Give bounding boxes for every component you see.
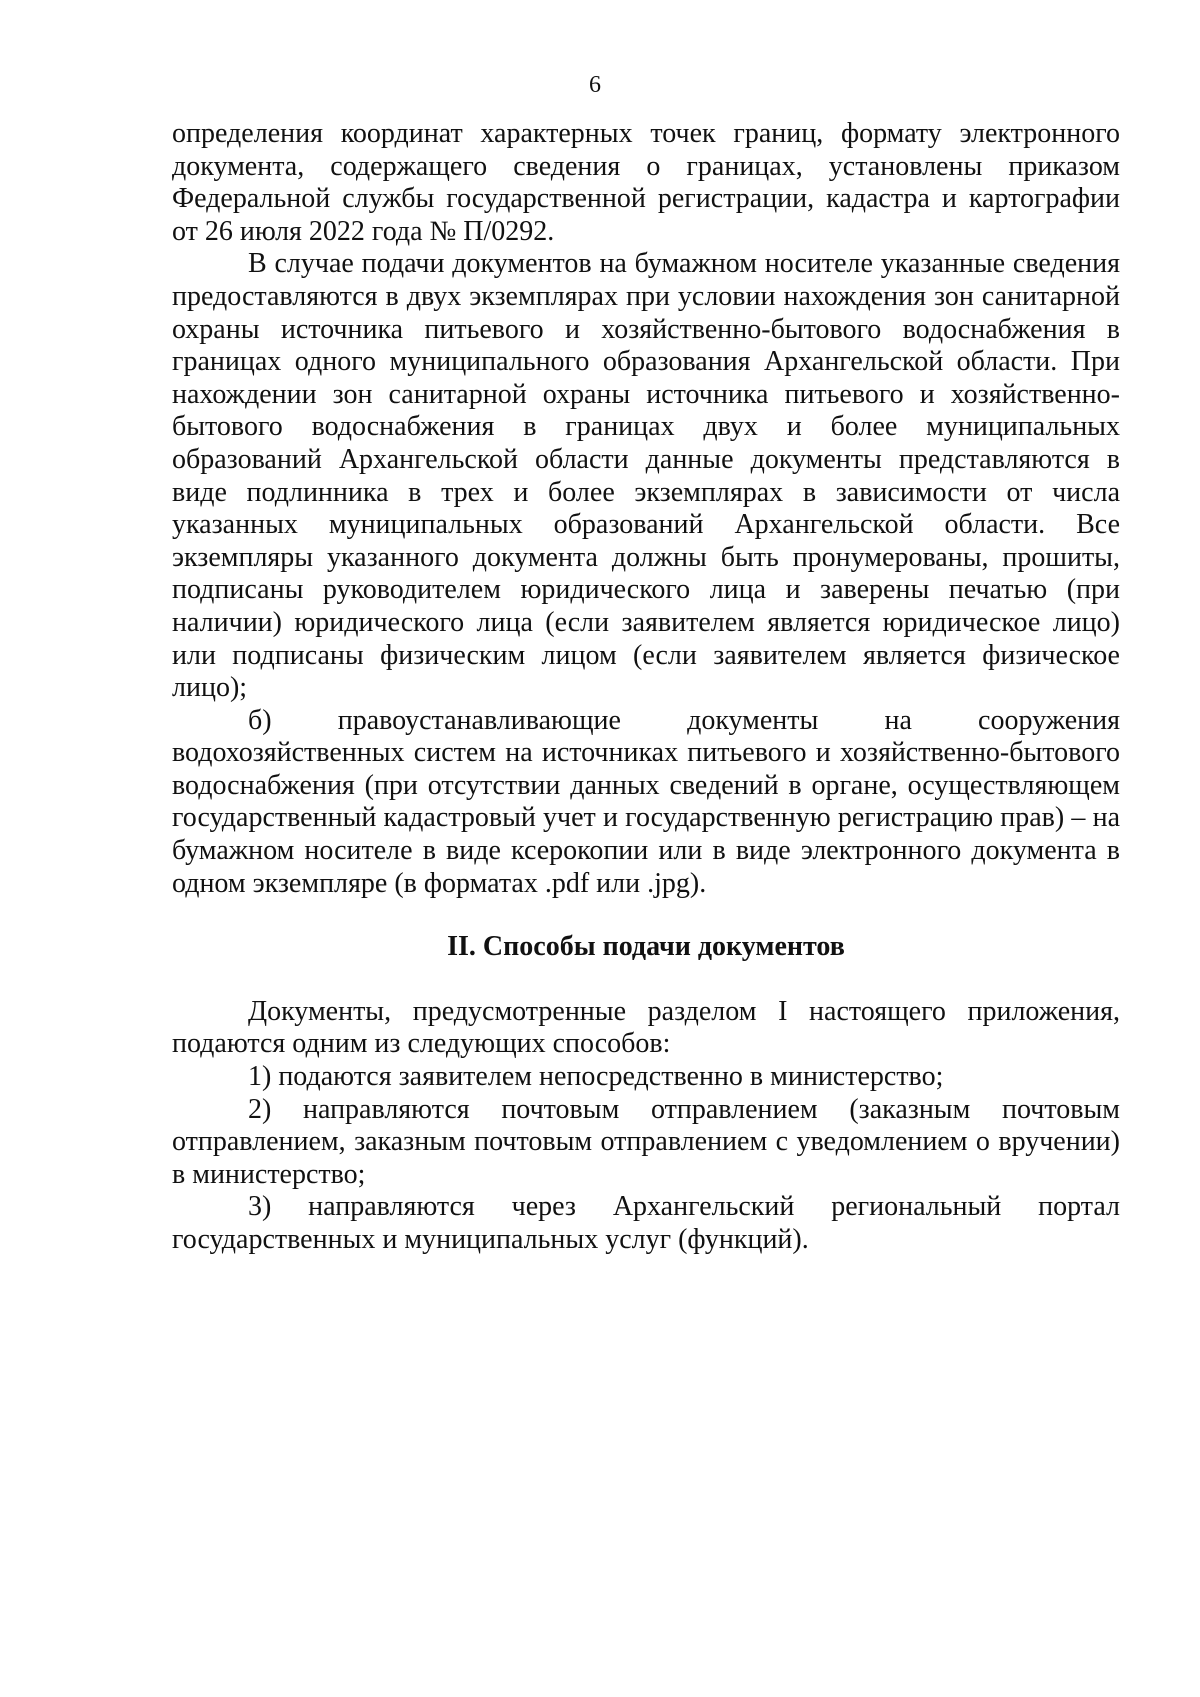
paragraph-method-2: 2) направляются почтовым отправлением (заказным почтовым отправлением, заказным почтовым отправлением с уведомлением о вручении) в министерство; (172, 1093, 1120, 1190)
paragraph-method-1: 1) подаются заявителем непосредственно в министерство; (248, 1061, 944, 1093)
page-number: 6 (589, 72, 601, 98)
paragraph-paper-submission: В случае подачи документов на бумажном носителе указанные сведения предоставляются в двух экземплярах при условии нахождения зон санитарной охраны источника питьевого и хозяйственно-бытового водоснабжения в границах одного муниципального образования Архангельской области. При нахождении зон санитарной охраны источника питьевого и хозяйственно-бытового водоснабжения в границах двух и более муниципальных образований Архангельской области данные документы представляются в виде подлинника в трех и более экземплярах в зависимости от числа указанных муниципальных образований Архангельской области. Все экземпляры указанного документа должны быть пронумерованы, прошиты, подписаны руководителем юридического лица и заверены печатью (при наличии) юридического лица (если заявителем является юридическое лицо) или подписаны физическим лицом (если заявителем является физическое лицо); (172, 248, 1120, 704)
paragraph-item-b: б) правоустанавливающие документы на сооружения водохозяйственных систем на источниках питьевого и хозяйственно-бытового водоснабжения (при отсутствии данных сведений в органе, осуществляющем государственный кадастровый учет и государственную регистрацию прав) – на бумажном носителе в виде ксерокопии или в виде электронного документа в одном экземпляре (в форматах .pdf или .jpg). (172, 704, 1120, 899)
section-heading: II. Способы подачи документов (447, 931, 845, 963)
document-body (172, 118, 1120, 1257)
paragraph-method-3: 3) направляются через Архангельский региональный портал государственных и муниципальных услуг (функций). (172, 1191, 1120, 1255)
paragraph-submission-intro: Документы, предусмотренные разделом I настоящего приложения, подаются одним из следующих способов: (172, 995, 1120, 1060)
paragraph-continuation: определения координат характерных точек границ, формату электронного документа, содержащего сведения о границах, установлены приказом Федеральной службы государственной регистрации, кадастра и картографии от 26 июля 2022 года № П/0292. (172, 118, 1120, 247)
